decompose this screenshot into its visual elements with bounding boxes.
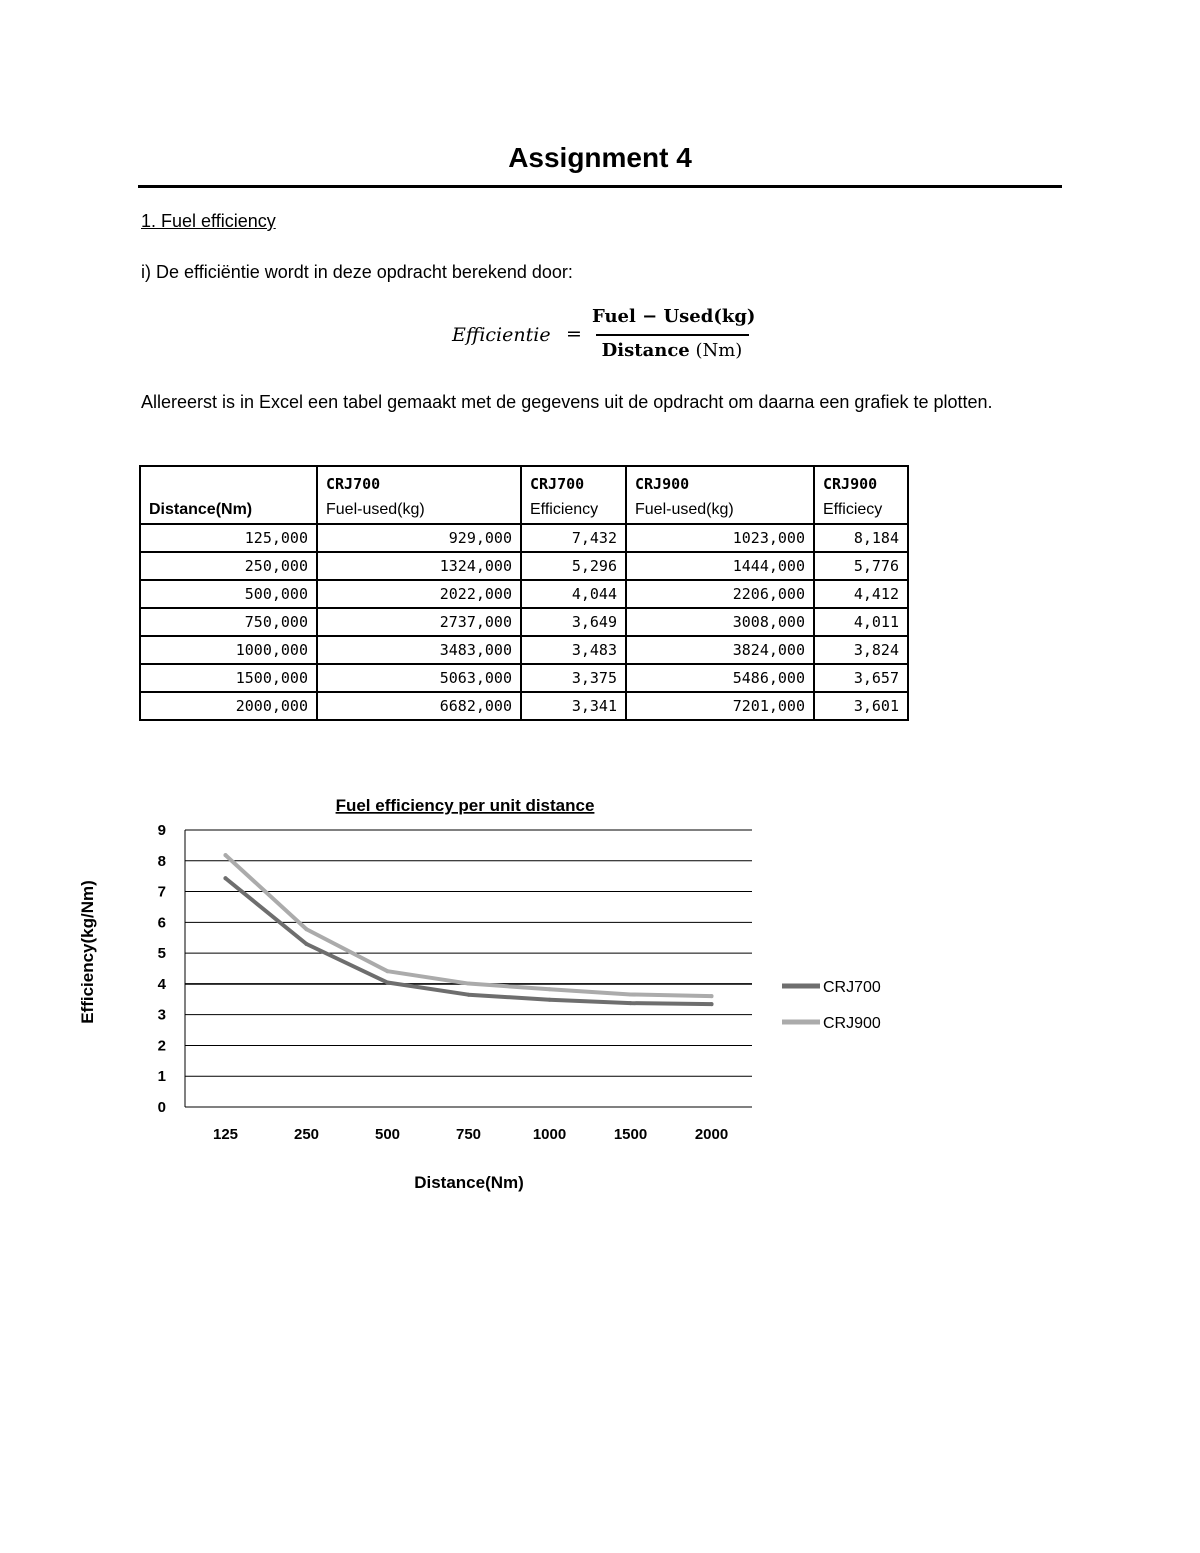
table-cell: 3,657 <box>814 664 908 692</box>
table-cell: 3483,000 <box>317 636 521 664</box>
data-point-crj900 <box>629 992 633 996</box>
x-tick-label: 1500 <box>613 1126 648 1143</box>
table-cell: 929,000 <box>317 524 521 552</box>
data-point-crj900 <box>386 969 390 973</box>
table-cell: 3,375 <box>521 664 626 692</box>
table-cell: 3,483 <box>521 636 626 664</box>
table-header-metric-3: Fuel-used(kg) <box>626 497 814 524</box>
y-tick-label: 2 <box>157 1037 166 1055</box>
table-row <box>140 636 908 664</box>
table-cell: 8,184 <box>814 524 908 552</box>
table-header-row-aircraft <box>140 466 908 497</box>
table-cell: 750,000 <box>140 608 317 636</box>
table-cell: 500,000 <box>140 580 317 608</box>
table-cell: 1444,000 <box>626 552 814 580</box>
table-cell: 2022,000 <box>317 580 521 608</box>
table-header-aircraft-0 <box>140 466 317 497</box>
data-point-crj700 <box>305 942 309 946</box>
table-header-metric-0: Distance(Nm) <box>140 497 317 524</box>
data-point-crj900 <box>467 982 471 986</box>
table-header-aircraft-4: CRJ900 <box>814 466 908 497</box>
x-tick-label: 125 <box>212 1126 239 1143</box>
data-point-crj700 <box>224 876 228 880</box>
efficiency-chart <box>60 780 960 1220</box>
x-tick-label: 250 <box>293 1126 320 1143</box>
table-cell: 1000,000 <box>140 636 317 664</box>
formula-denominator-bold: Distance <box>601 340 690 361</box>
series-line-crj900 <box>226 855 712 996</box>
y-tick-label: 6 <box>157 914 166 932</box>
data-point-crj700 <box>467 993 471 997</box>
legend-label-crj700: CRJ700 <box>823 979 881 996</box>
table-cell: 5,776 <box>814 552 908 580</box>
table-cell: 3,601 <box>814 692 908 720</box>
table-header-aircraft-2: CRJ700 <box>521 466 626 497</box>
chart-title: Fuel efficiency per unit distance <box>335 796 595 815</box>
table-row <box>140 524 908 552</box>
y-tick-label: 7 <box>157 883 166 901</box>
chart-svg <box>60 780 960 1220</box>
y-tick-label: 3 <box>157 1006 166 1024</box>
table-row <box>140 608 908 636</box>
table-cell: 7,432 <box>521 524 626 552</box>
x-tick-label: 1000 <box>532 1126 567 1143</box>
y-axis-label: Efficiency(kg/Nm) <box>78 880 97 1024</box>
page-title: Assignment 4 <box>508 142 692 173</box>
table-header-metric-1: Fuel-used(kg) <box>317 497 521 524</box>
formula-numerator: Fuel − Used(kg) <box>592 306 756 327</box>
formula-denominator <box>592 340 752 361</box>
x-tick-label: 2000 <box>694 1126 729 1143</box>
formula-equals: = <box>566 323 582 345</box>
table-cell: 4,044 <box>521 580 626 608</box>
data-point-crj900 <box>224 853 228 857</box>
table-row <box>140 580 908 608</box>
table-cell: 1500,000 <box>140 664 317 692</box>
table-header-metric-2: Efficiency <box>521 497 626 524</box>
table-cell: 1324,000 <box>317 552 521 580</box>
legend-label-crj900: CRJ900 <box>823 1015 881 1032</box>
y-tick-label: 4 <box>157 975 166 993</box>
table-cell: 5,296 <box>521 552 626 580</box>
table-cell: 3,341 <box>521 692 626 720</box>
x-tick-label: 500 <box>374 1126 401 1143</box>
table-header-aircraft-3: CRJ900 <box>626 466 814 497</box>
table-cell: 250,000 <box>140 552 317 580</box>
table-cell: 2000,000 <box>140 692 317 720</box>
y-tick-label: 9 <box>157 822 166 839</box>
table-cell: 3,824 <box>814 636 908 664</box>
table-cell: 1023,000 <box>626 524 814 552</box>
x-axis-label: Distance(Nm) <box>414 1173 524 1192</box>
table-cell: 3008,000 <box>626 608 814 636</box>
data-point-crj700 <box>629 1001 633 1005</box>
table-cell: 4,011 <box>814 608 908 636</box>
y-tick-label: 0 <box>157 1099 166 1116</box>
table-cell: 7201,000 <box>626 692 814 720</box>
table-cell: 3824,000 <box>626 636 814 664</box>
formula-lhs: Efficientie <box>452 324 551 346</box>
data-point-crj700 <box>710 1002 714 1006</box>
title-divider <box>138 185 1062 188</box>
intro-line: i) De efficiëntie wordt in deze opdracht berekend door: <box>141 262 573 282</box>
data-point-crj900 <box>305 927 309 931</box>
table-cell: 5063,000 <box>317 664 521 692</box>
table-header-aircraft-1: CRJ700 <box>317 466 521 497</box>
y-tick-label: 5 <box>157 945 166 963</box>
formula-fraction-bar <box>596 334 749 336</box>
table-cell: 3,649 <box>521 608 626 636</box>
table-header-metric-4: Efficiecy <box>814 497 908 524</box>
table-row <box>140 664 908 692</box>
table-cell: 2737,000 <box>317 608 521 636</box>
y-tick-label: 1 <box>157 1068 166 1086</box>
data-point-crj700 <box>386 981 390 985</box>
data-point-crj900 <box>548 987 552 991</box>
table-row <box>140 692 908 720</box>
table-header-row-metric <box>140 497 908 524</box>
section-heading: 1. Fuel efficiency <box>141 211 276 231</box>
table-cell: 2206,000 <box>626 580 814 608</box>
formula-denominator-rest: (Nm) <box>689 340 743 361</box>
table-cell: 125,000 <box>140 524 317 552</box>
table-cell: 4,412 <box>814 580 908 608</box>
table-cell: 5486,000 <box>626 664 814 692</box>
x-tick-label: 750 <box>455 1126 482 1143</box>
table-cell: 6682,000 <box>317 692 521 720</box>
y-tick-label: 8 <box>157 852 166 870</box>
data-point-crj900 <box>710 994 714 998</box>
table-row <box>140 552 908 580</box>
intro-paragraph: Allereerst is in Excel een tabel gemaakt met de gegevens uit de opdracht om daarna een grafiek te plotten. <box>141 392 993 412</box>
data-table <box>139 465 909 721</box>
data-point-crj700 <box>548 998 552 1002</box>
